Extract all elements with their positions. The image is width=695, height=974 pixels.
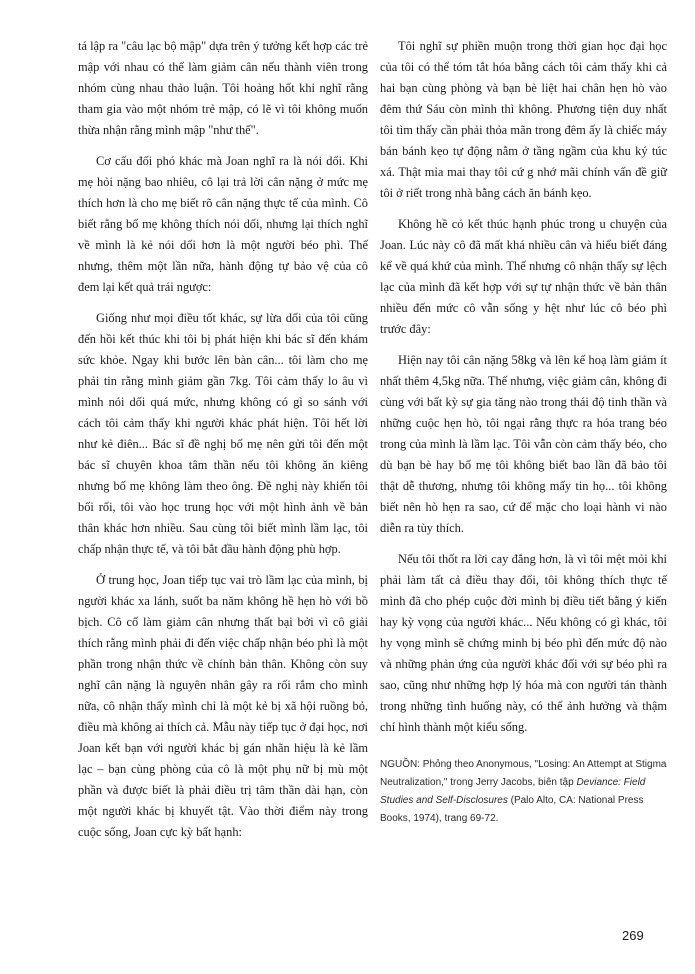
left-paragraph-1: tá lập ra "câu lạc bộ mập" dựa trên ý tưởng kết hợp các trẻ mập với nhau có thể làm giảm cân nếu thành viên trong nhóm cùng nhau thảo luận. Tôi hoảng hốt khi nghĩ rằng tham gia vào một nhóm trẻ mập, có lẽ vì tôi không muốn thừa nhận rằng mình mập "như thế". [78,39,368,137]
source-text-before-title: Phỏng theo Anonymous, "Losing: An Attempt at Stigma Neutralization," trong Jerry Jacobs, biên tập [380,759,667,788]
right-paragraph-3: Hiện nay tôi cân nặng 58kg và lên kế hoạ làm giảm ít nhất thêm 4,5kg nữa. Thế nhưng, việc giảm cân, không đi cùng với bất kỳ sự gia tăng nào trong thái độ tinh thần và những cuộc hẹn hò, tôi ngại rằng thực ra hóa trang béo trong của mình là lầm lạc. Tôi vẫn còn cảm thấy béo, cho dù bạn bè hay bố mẹ tôi không biết bao lần đã bảo tôi thật dễ thương, nhưng tôi không mấy tin họ... tôi không biết nên hò hẹn ra sao, cứ để mặc cho loại hành vi nào diễn ra tùy thích. [380,353,667,535]
page-number: 269 [622,928,644,943]
right-paragraph-1: Tôi nghĩ sự phiền muộn trong thời gian học đại học của tôi có thể tóm tắt hóa bằng cách tôi cảm thấy khi cả hai bạn cùng phòng và bạn bè liệt hai chân hẹn hò vào đêm thứ Sáu còn mình thì không. Phương tiện duy nhất tôi tìm thấy cần phải thỏa mãn trong đêm ấy là chiếc máy bán bánh kẹo tự động nằm ở tầng ngầm của khu ký túc xá. Thật mỉa mai thay tôi cứ g nhớ mãi chính vấn đề giữ tôi ở riết trong nhà bằng cách ăn bánh kẹo. [380,39,667,200]
left-column [78,36,368,853]
right-column [380,36,667,828]
right-paragraph-4: Nếu tôi thốt ra lời cay đắng hơn, là vì tôi mệt mỏi khi phải làm tất cả điều thay đổi, tôi không thích thực tế mình đã cho phép cuộc đời mình bị điều tiết bằng ý kiến hay kỳ vọng của người khác... Nếu không có gì khác, tôi hy vọng mình sẽ chứng minh bị béo phì đến mức độ nào và những phản ứng của người khác đối với sự béo phì ra sao, cũng như những hợp lý hóa mà con người tán thành trong những tình huống này, có thể ảnh hưởng và thậm chí hình thành một kiểu sống. [380,552,667,734]
source-text-after-title: (Palo Alto, CA: National Press Books, 1974), trang 69-72. [380,795,644,824]
left-paragraph-3: Giống như mọi điều tốt khác, sự lừa dối của tôi cũng đến hồi kết thúc khi tôi bị phát hiện khi bác sĩ đến khám sức khỏe. Ngay khi bước lên bàn cân... tôi làm cho mẹ phải tin rằng mình giảm gần 7kg. Tôi cảm thấy lo âu vì mình nói dối quá mức, nhưng không có gì so sánh với cách tôi cảm thấy khi người khác phát hiện. Tôi hết lời như kẻ điên... Bác sĩ đề nghị bố mẹ nên gửi tôi đến một bác sĩ chuyên khoa tâm thần nếu tôi không ăn kiêng nhưng bố mẹ không làm theo ông. Đề nghị này khiến tôi bối rối, tôi vào học trung học với một hình ảnh về bản thân khác hơn nhiều. Sau cùng tôi biết mình lầm lạc, tôi chấp nhận thực tế, và tôi bắt đầu hành động phù hợp. [78,311,368,556]
left-paragraph-4: Ở trung học, Joan tiếp tục vai trò lầm lạc của mình, bị người khác xa lánh, suốt ba năm không hề hẹn hò với bồ bịch. Cô cố làm giảm cân nhưng thất bại bởi vì cô giải thích rằng mình phải đi đến việc chấp nhận béo phì là một phần trong nhận thức về chính bản thân. Không còn suy nghĩ cân nặng là nguyên nhân gây ra rối rắm cho mình nữa, cô nhận thấy mình chỉ là một kẻ bị xã hội ruồng bỏ, điều mà không ai thích cả. Mẫu này tiếp tục ở đại học, nơi Joan kết bạn với người khác bị gán nhãn hiệu là kẻ lầm lạc – bạn cùng phòng của cô là một phụ nữ bị mù một phần và được biết là phải điều trị tâm thần dài hạn, còn một người khác bị khuyết tật. Vào thời điểm này trong cuộc sống, Joan cực kỳ bất hạnh: [78,573,368,839]
left-paragraph-2: Cơ cấu đối phó khác mà Joan nghĩ ra là nói dối. Khi mẹ hỏi nặng bao nhiêu, cô lại trả lời cân nặng ở mức mẹ thích hơn là cho mẹ biết rõ cân nặng thực tế của mình. Cô biết rằng bố mẹ không thích nói dối, nhưng lại thích nghĩ về mình là kẻ nói dối hơn là một người béo phì. Thế nhưng, thêm một lần nữa, hành động tự bảo vệ của cô đem lại kết quả trái ngược: [78,154,368,294]
source-label: NGUỒN: [380,759,420,770]
right-paragraph-2: Không hề có kết thúc hạnh phúc trong u chuyện của Joan. Lúc này cô đã mất khá nhiều cân và hiểu biết đáng kể về quá khứ của mình. Thế nhưng cô nhận thấy sự lệch lạc của mình đã kết hợp với sự tự nhận thức về bản thân nhiều đến mức cô vẫn sống y hệt như lúc cô béo phì trước đây: [380,217,667,336]
source-book-title: Deviance: Field Studies and Self-Disclosures [380,777,646,806]
source-citation [380,756,667,828]
